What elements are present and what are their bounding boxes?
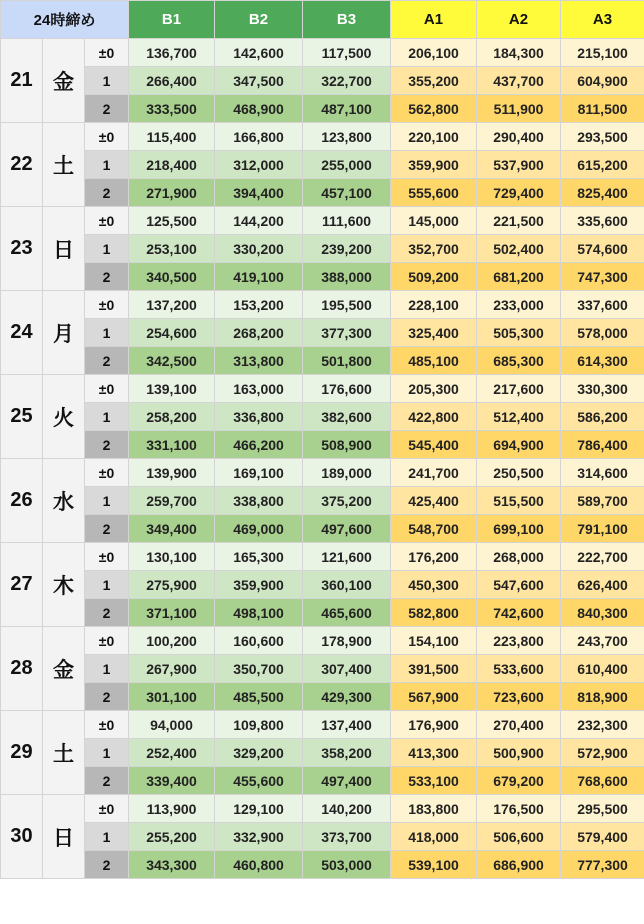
value-cell[interactable]: 165,300 — [215, 543, 303, 571]
value-cell[interactable]: 243,700 — [561, 627, 644, 655]
value-cell[interactable]: 413,300 — [391, 739, 477, 767]
table-body — [1, 39, 644, 879]
level-cell[interactable]: 1 — [85, 403, 129, 431]
table-row — [1, 711, 644, 739]
value-cell[interactable]: 352,700 — [391, 235, 477, 263]
value-cell[interactable]: 465,600 — [303, 599, 391, 627]
value-cell[interactable]: 241,700 — [391, 459, 477, 487]
value-cell[interactable]: 567,900 — [391, 683, 477, 711]
value-cell[interactable]: 239,200 — [303, 235, 391, 263]
value-cell[interactable]: 394,400 — [215, 179, 303, 207]
value-cell[interactable]: 220,100 — [391, 123, 477, 151]
value-cell[interactable]: 166,800 — [215, 123, 303, 151]
value-cell[interactable]: 460,800 — [215, 851, 303, 879]
table-row — [1, 431, 644, 459]
value-cell[interactable]: 115,400 — [129, 123, 215, 151]
value-cell[interactable]: 195,500 — [303, 291, 391, 319]
level-cell[interactable]: ±0 — [85, 207, 129, 235]
level-cell[interactable]: 2 — [85, 599, 129, 627]
table-row — [1, 403, 644, 431]
value-cell[interactable]: 250,500 — [477, 459, 561, 487]
value-cell[interactable]: 360,100 — [303, 571, 391, 599]
weekday-cell[interactable]: 水 — [43, 459, 85, 543]
value-cell[interactable]: 537,900 — [477, 151, 561, 179]
day-cell[interactable]: 25 — [1, 375, 43, 459]
level-cell[interactable]: ±0 — [85, 459, 129, 487]
value-cell[interactable]: 425,400 — [391, 487, 477, 515]
value-cell[interactable]: 512,400 — [477, 403, 561, 431]
value-cell[interactable]: 340,500 — [129, 263, 215, 291]
table-row — [1, 571, 644, 599]
column-header-b2[interactable]: B2 — [215, 1, 303, 39]
value-cell[interactable]: 169,100 — [215, 459, 303, 487]
value-cell[interactable]: 178,900 — [303, 627, 391, 655]
day-cell[interactable]: 28 — [1, 627, 43, 711]
value-cell[interactable]: 139,900 — [129, 459, 215, 487]
weekday-cell[interactable]: 火 — [43, 375, 85, 459]
value-cell[interactable]: 497,400 — [303, 767, 391, 795]
value-cell[interactable]: 338,800 — [215, 487, 303, 515]
value-cell[interactable]: 176,600 — [303, 375, 391, 403]
value-cell[interactable]: 307,400 — [303, 655, 391, 683]
value-cell[interactable]: 258,200 — [129, 403, 215, 431]
value-cell[interactable]: 123,800 — [303, 123, 391, 151]
value-cell[interactable]: 342,500 — [129, 347, 215, 375]
value-cell[interactable]: 153,200 — [215, 291, 303, 319]
value-cell[interactable]: 786,400 — [561, 431, 644, 459]
value-cell[interactable]: 293,500 — [561, 123, 644, 151]
level-cell[interactable]: 2 — [85, 431, 129, 459]
table-row — [1, 347, 644, 375]
value-cell[interactable]: 94,000 — [129, 711, 215, 739]
value-cell[interactable]: 137,200 — [129, 291, 215, 319]
value-cell[interactable]: 330,300 — [561, 375, 644, 403]
table-row — [1, 683, 644, 711]
value-cell[interactable]: 184,300 — [477, 39, 561, 67]
value-cell[interactable]: 222,700 — [561, 543, 644, 571]
day-cell[interactable]: 30 — [1, 795, 43, 879]
value-cell[interactable]: 562,800 — [391, 95, 477, 123]
value-cell[interactable]: 218,400 — [129, 151, 215, 179]
level-cell[interactable]: ±0 — [85, 123, 129, 151]
level-cell[interactable]: 2 — [85, 515, 129, 543]
value-cell[interactable]: 350,700 — [215, 655, 303, 683]
value-cell[interactable]: 699,100 — [477, 515, 561, 543]
value-cell[interactable]: 343,300 — [129, 851, 215, 879]
weekday-cell[interactable]: 日 — [43, 795, 85, 879]
value-cell[interactable]: 437,700 — [477, 67, 561, 95]
value-cell[interactable]: 429,300 — [303, 683, 391, 711]
value-cell[interactable]: 506,600 — [477, 823, 561, 851]
value-cell[interactable]: 332,900 — [215, 823, 303, 851]
level-cell[interactable]: ±0 — [85, 291, 129, 319]
value-cell[interactable]: 337,600 — [561, 291, 644, 319]
table-row — [1, 95, 644, 123]
table-row — [1, 207, 644, 235]
value-cell[interactable]: 139,100 — [129, 375, 215, 403]
value-cell[interactable]: 503,000 — [303, 851, 391, 879]
value-cell[interactable]: 791,100 — [561, 515, 644, 543]
value-cell[interactable]: 255,000 — [303, 151, 391, 179]
value-cell[interactable]: 586,200 — [561, 403, 644, 431]
value-cell[interactable]: 547,600 — [477, 571, 561, 599]
value-cell[interactable]: 742,600 — [477, 599, 561, 627]
day-cell[interactable]: 26 — [1, 459, 43, 543]
table-header — [1, 1, 644, 39]
value-cell[interactable]: 270,400 — [477, 711, 561, 739]
value-cell[interactable]: 355,200 — [391, 67, 477, 95]
value-cell[interactable]: 777,300 — [561, 851, 644, 879]
value-cell[interactable]: 502,400 — [477, 235, 561, 263]
value-cell[interactable]: 457,100 — [303, 179, 391, 207]
level-cell[interactable]: 1 — [85, 151, 129, 179]
value-cell[interactable]: 333,500 — [129, 95, 215, 123]
value-cell[interactable]: 217,600 — [477, 375, 561, 403]
value-cell[interactable]: 391,500 — [391, 655, 477, 683]
weekday-cell[interactable]: 土 — [43, 123, 85, 207]
value-cell[interactable]: 501,800 — [303, 347, 391, 375]
value-cell[interactable]: 604,900 — [561, 67, 644, 95]
level-cell[interactable]: 1 — [85, 655, 129, 683]
value-cell[interactable]: 145,000 — [391, 207, 477, 235]
table-row — [1, 179, 644, 207]
table-row — [1, 123, 644, 151]
value-cell[interactable]: 232,300 — [561, 711, 644, 739]
value-cell[interactable]: 694,900 — [477, 431, 561, 459]
value-cell[interactable]: 176,500 — [477, 795, 561, 823]
value-cell[interactable]: 371,100 — [129, 599, 215, 627]
value-cell[interactable]: 330,200 — [215, 235, 303, 263]
value-cell[interactable]: 582,800 — [391, 599, 477, 627]
value-cell[interactable]: 206,100 — [391, 39, 477, 67]
level-cell[interactable]: 2 — [85, 95, 129, 123]
value-cell[interactable]: 468,900 — [215, 95, 303, 123]
day-cell[interactable]: 22 — [1, 123, 43, 207]
level-cell[interactable]: 1 — [85, 571, 129, 599]
level-cell[interactable]: 1 — [85, 823, 129, 851]
value-cell[interactable]: 268,200 — [215, 319, 303, 347]
value-cell[interactable]: 681,200 — [477, 263, 561, 291]
day-cell[interactable]: 23 — [1, 207, 43, 291]
table-row — [1, 319, 644, 347]
column-header-a2[interactable]: A2 — [477, 1, 561, 39]
value-cell[interactable]: 189,000 — [303, 459, 391, 487]
value-cell[interactable]: 233,000 — [477, 291, 561, 319]
table-row — [1, 263, 644, 291]
value-cell[interactable]: 578,000 — [561, 319, 644, 347]
value-cell[interactable]: 100,200 — [129, 627, 215, 655]
table-row — [1, 767, 644, 795]
value-cell[interactable]: 290,400 — [477, 123, 561, 151]
value-cell[interactable]: 255,200 — [129, 823, 215, 851]
value-cell[interactable]: 574,600 — [561, 235, 644, 263]
value-cell[interactable]: 205,300 — [391, 375, 477, 403]
value-cell[interactable]: 825,400 — [561, 179, 644, 207]
value-cell[interactable]: 130,100 — [129, 543, 215, 571]
column-header-a3[interactable]: A3 — [561, 1, 644, 39]
value-cell[interactable]: 377,300 — [303, 319, 391, 347]
value-cell[interactable]: 221,500 — [477, 207, 561, 235]
value-cell[interactable]: 331,100 — [129, 431, 215, 459]
value-cell[interactable]: 422,800 — [391, 403, 477, 431]
table-row — [1, 67, 644, 95]
value-cell[interactable]: 336,800 — [215, 403, 303, 431]
value-cell[interactable]: 144,200 — [215, 207, 303, 235]
table-row — [1, 627, 644, 655]
value-cell[interactable]: 509,200 — [391, 263, 477, 291]
value-cell[interactable]: 215,100 — [561, 39, 644, 67]
value-cell[interactable]: 589,700 — [561, 487, 644, 515]
table-row — [1, 151, 644, 179]
level-cell[interactable]: 2 — [85, 851, 129, 879]
weekday-cell[interactable]: 木 — [43, 543, 85, 627]
value-cell[interactable]: 723,600 — [477, 683, 561, 711]
table-row — [1, 487, 644, 515]
value-cell[interactable]: 325,400 — [391, 319, 477, 347]
value-cell[interactable]: 685,300 — [477, 347, 561, 375]
value-cell[interactable]: 228,100 — [391, 291, 477, 319]
value-cell[interactable]: 487,100 — [303, 95, 391, 123]
level-cell[interactable]: 2 — [85, 347, 129, 375]
day-cell[interactable]: 27 — [1, 543, 43, 627]
value-cell[interactable]: 572,900 — [561, 739, 644, 767]
value-cell[interactable]: 511,900 — [477, 95, 561, 123]
value-cell[interactable]: 142,600 — [215, 39, 303, 67]
value-cell[interactable]: 322,700 — [303, 67, 391, 95]
weekday-cell[interactable]: 日 — [43, 207, 85, 291]
column-header-b3[interactable]: B3 — [303, 1, 391, 39]
value-cell[interactable]: 679,200 — [477, 767, 561, 795]
value-cell[interactable]: 466,200 — [215, 431, 303, 459]
value-cell[interactable]: 729,400 — [477, 179, 561, 207]
weekday-cell[interactable]: 金 — [43, 627, 85, 711]
weekday-cell[interactable]: 月 — [43, 291, 85, 375]
table-row — [1, 795, 644, 823]
table-row — [1, 291, 644, 319]
value-cell[interactable]: 382,600 — [303, 403, 391, 431]
value-cell[interactable]: 610,400 — [561, 655, 644, 683]
value-cell[interactable]: 268,000 — [477, 543, 561, 571]
value-cell[interactable]: 358,200 — [303, 739, 391, 767]
level-cell[interactable]: ±0 — [85, 711, 129, 739]
level-cell[interactable]: ±0 — [85, 795, 129, 823]
level-cell[interactable]: 1 — [85, 487, 129, 515]
weekday-cell[interactable]: 土 — [43, 711, 85, 795]
value-cell[interactable]: 129,100 — [215, 795, 303, 823]
weekday-cell[interactable]: 金 — [43, 39, 85, 123]
value-cell[interactable]: 686,900 — [477, 851, 561, 879]
value-cell[interactable]: 388,000 — [303, 263, 391, 291]
value-cell[interactable]: 539,100 — [391, 851, 477, 879]
level-cell[interactable]: ±0 — [85, 39, 129, 67]
value-cell[interactable]: 747,300 — [561, 263, 644, 291]
value-cell[interactable]: 840,300 — [561, 599, 644, 627]
value-cell[interactable]: 515,500 — [477, 487, 561, 515]
value-cell[interactable]: 271,900 — [129, 179, 215, 207]
day-cell[interactable]: 21 — [1, 39, 43, 123]
table-row — [1, 655, 644, 683]
value-cell[interactable]: 498,100 — [215, 599, 303, 627]
level-cell[interactable]: ±0 — [85, 627, 129, 655]
value-cell[interactable]: 313,800 — [215, 347, 303, 375]
value-cell[interactable]: 497,600 — [303, 515, 391, 543]
level-cell[interactable]: 2 — [85, 767, 129, 795]
value-cell[interactable]: 312,000 — [215, 151, 303, 179]
value-cell[interactable]: 121,600 — [303, 543, 391, 571]
value-cell[interactable]: 359,900 — [215, 571, 303, 599]
value-cell[interactable]: 254,600 — [129, 319, 215, 347]
table-row — [1, 459, 644, 487]
value-cell[interactable]: 335,600 — [561, 207, 644, 235]
value-cell[interactable]: 314,600 — [561, 459, 644, 487]
table-row — [1, 599, 644, 627]
value-cell[interactable]: 109,800 — [215, 711, 303, 739]
table-row — [1, 515, 644, 543]
value-cell[interactable]: 163,000 — [215, 375, 303, 403]
value-cell[interactable]: 113,900 — [129, 795, 215, 823]
value-cell[interactable]: 373,700 — [303, 823, 391, 851]
value-cell[interactable]: 125,500 — [129, 207, 215, 235]
level-cell[interactable]: 1 — [85, 67, 129, 95]
level-cell[interactable]: 1 — [85, 319, 129, 347]
value-cell[interactable]: 176,900 — [391, 711, 477, 739]
value-cell[interactable]: 375,200 — [303, 487, 391, 515]
level-cell[interactable]: ±0 — [85, 375, 129, 403]
level-cell[interactable]: 2 — [85, 179, 129, 207]
value-cell[interactable]: 626,400 — [561, 571, 644, 599]
table-row — [1, 375, 644, 403]
value-cell[interactable]: 548,700 — [391, 515, 477, 543]
column-header-b1[interactable]: B1 — [129, 1, 215, 39]
value-cell[interactable]: 614,300 — [561, 347, 644, 375]
value-cell[interactable]: 485,100 — [391, 347, 477, 375]
value-cell[interactable]: 117,500 — [303, 39, 391, 67]
value-cell[interactable]: 579,400 — [561, 823, 644, 851]
value-cell[interactable]: 252,400 — [129, 739, 215, 767]
value-cell[interactable]: 339,400 — [129, 767, 215, 795]
table-row — [1, 823, 644, 851]
value-cell[interactable]: 555,600 — [391, 179, 477, 207]
column-header-a1[interactable]: A1 — [391, 1, 477, 39]
value-cell[interactable]: 469,000 — [215, 515, 303, 543]
value-cell[interactable]: 450,300 — [391, 571, 477, 599]
value-cell[interactable]: 508,900 — [303, 431, 391, 459]
value-cell[interactable]: 137,400 — [303, 711, 391, 739]
value-cell[interactable]: 223,800 — [477, 627, 561, 655]
value-cell[interactable]: 485,500 — [215, 683, 303, 711]
value-cell[interactable]: 329,200 — [215, 739, 303, 767]
level-cell[interactable]: 2 — [85, 263, 129, 291]
level-cell[interactable]: ±0 — [85, 543, 129, 571]
value-cell[interactable]: 768,600 — [561, 767, 644, 795]
value-cell[interactable]: 111,600 — [303, 207, 391, 235]
value-cell[interactable]: 140,200 — [303, 795, 391, 823]
value-cell[interactable]: 818,900 — [561, 683, 644, 711]
value-cell[interactable]: 533,100 — [391, 767, 477, 795]
value-cell[interactable]: 347,500 — [215, 67, 303, 95]
value-cell[interactable]: 253,100 — [129, 235, 215, 263]
value-cell[interactable]: 275,900 — [129, 571, 215, 599]
value-cell[interactable]: 176,200 — [391, 543, 477, 571]
value-cell[interactable]: 160,600 — [215, 627, 303, 655]
value-cell[interactable]: 154,100 — [391, 627, 477, 655]
value-cell[interactable]: 136,700 — [129, 39, 215, 67]
value-cell[interactable]: 267,900 — [129, 655, 215, 683]
day-cell[interactable]: 29 — [1, 711, 43, 795]
level-cell[interactable]: 1 — [85, 739, 129, 767]
value-cell[interactable]: 183,800 — [391, 795, 477, 823]
value-cell[interactable]: 266,400 — [129, 67, 215, 95]
corner-label[interactable]: 24時締め — [1, 1, 129, 39]
value-cell[interactable]: 811,500 — [561, 95, 644, 123]
value-cell[interactable]: 500,900 — [477, 739, 561, 767]
table-row — [1, 543, 644, 571]
level-cell[interactable]: 2 — [85, 683, 129, 711]
day-cell[interactable]: 24 — [1, 291, 43, 375]
value-cell[interactable]: 359,900 — [391, 151, 477, 179]
value-cell[interactable]: 418,000 — [391, 823, 477, 851]
table-row — [1, 851, 644, 879]
value-cell[interactable]: 615,200 — [561, 151, 644, 179]
value-cell[interactable]: 349,400 — [129, 515, 215, 543]
table-row — [1, 739, 644, 767]
level-cell[interactable]: 1 — [85, 235, 129, 263]
value-cell[interactable]: 545,400 — [391, 431, 477, 459]
value-cell[interactable]: 419,100 — [215, 263, 303, 291]
value-cell[interactable]: 259,700 — [129, 487, 215, 515]
value-cell[interactable]: 505,300 — [477, 319, 561, 347]
value-cell[interactable]: 533,600 — [477, 655, 561, 683]
table-row — [1, 39, 644, 67]
value-cell[interactable]: 295,500 — [561, 795, 644, 823]
value-cell[interactable]: 455,600 — [215, 767, 303, 795]
table-row — [1, 235, 644, 263]
value-cell[interactable]: 301,100 — [129, 683, 215, 711]
